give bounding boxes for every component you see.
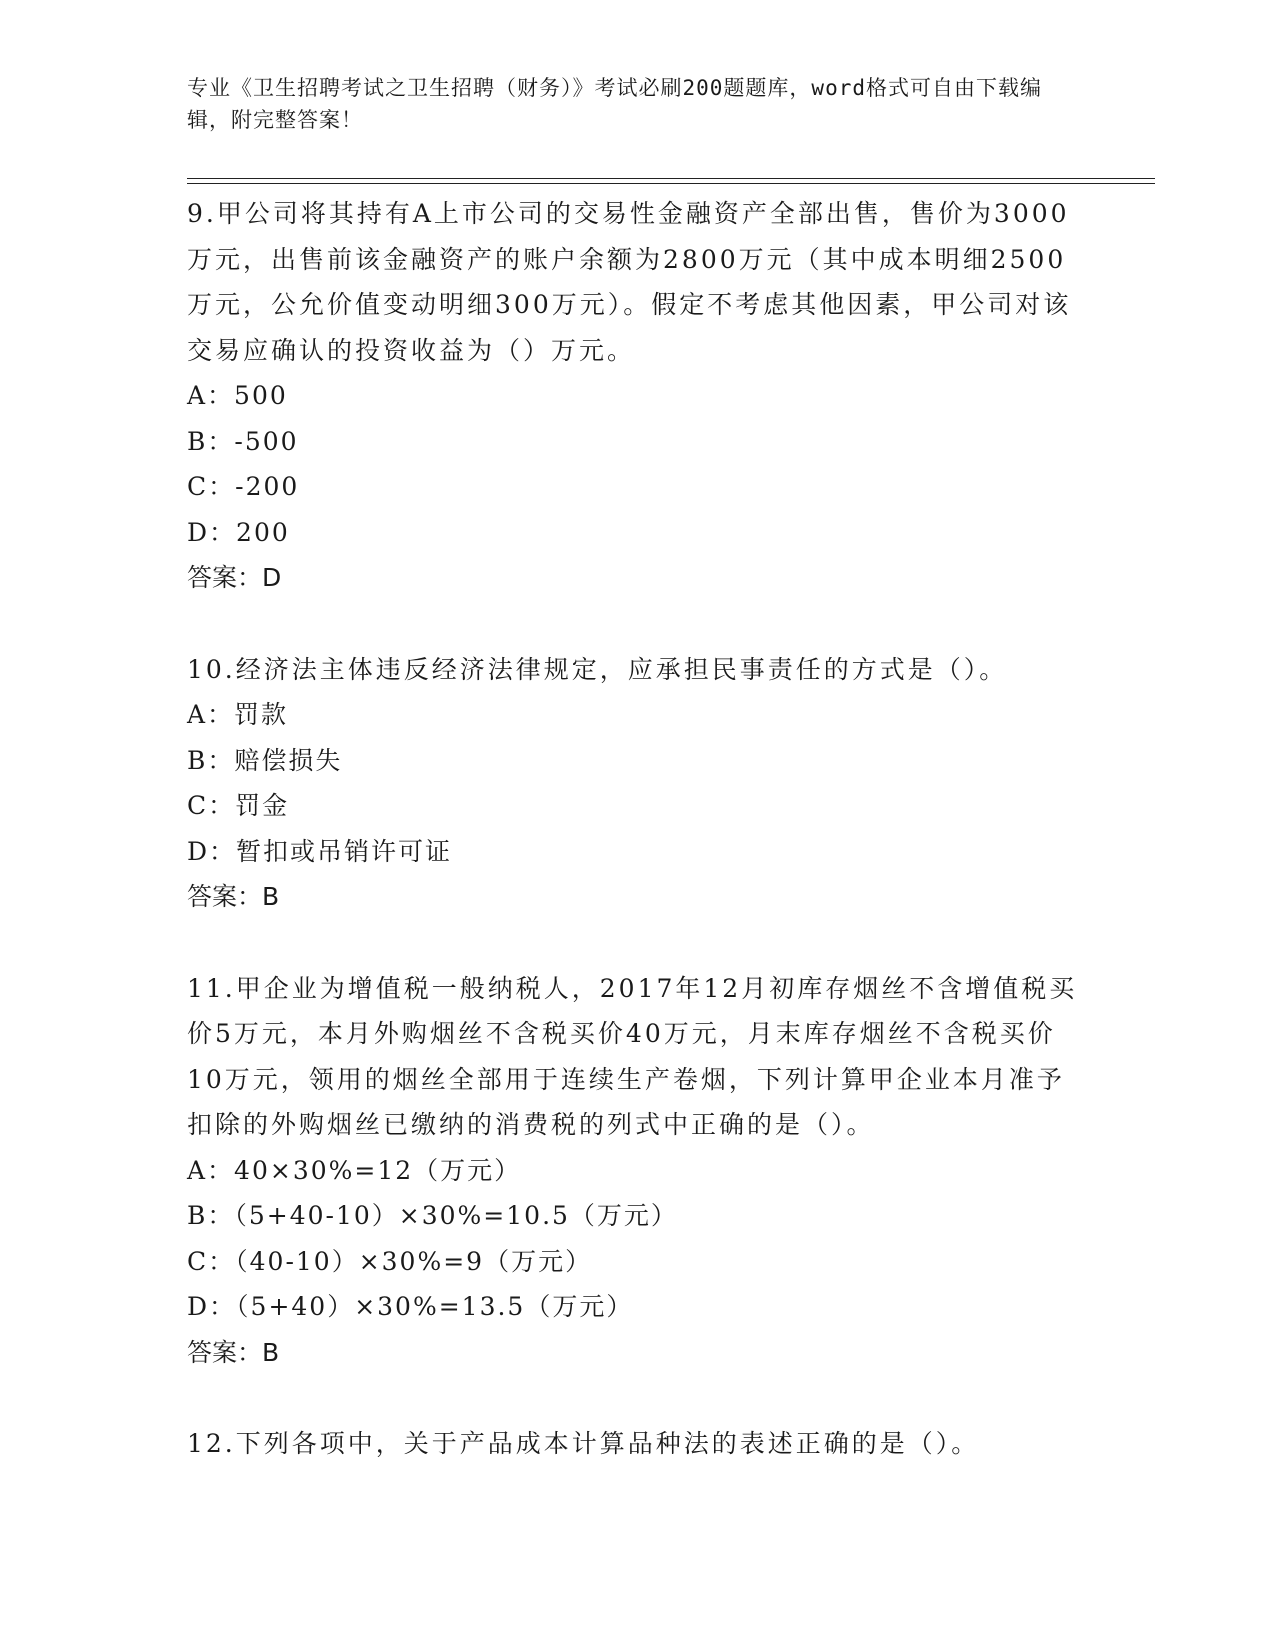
option-b: B：（5+40-10）×30%=10.5（万元） (187, 1201, 678, 1230)
option-d: D：（5+40）×30%=13.5（万元） (187, 1292, 634, 1321)
spacer (187, 920, 1087, 966)
spacer (187, 1375, 1087, 1421)
header-divider-bottom (187, 183, 1155, 184)
answer: 答案：D (187, 563, 282, 592)
option-c: C：-200 (187, 472, 300, 501)
question-list (187, 191, 1087, 1467)
document-header (187, 72, 1067, 136)
option-d: D：200 (187, 517, 290, 547)
spacer (187, 601, 1087, 647)
question-stem: 11.甲企业为增值税一般纳税人，2017年12月初库存烟丝不含增值税买价5万元，本月外购烟丝不含税买价40万元，月末库存烟丝不含税买价10万元，领用的烟丝全部用于连续生产卷烟，下列计算甲企业本月准予扣除的外购烟丝已缴纳的消费税的列式中正确的是（）。 (187, 973, 1078, 1139)
option-b: B：-500 (187, 426, 299, 456)
option-b: B：赔偿损失 (187, 745, 343, 775)
option-c: C：（40-10）×30%=9（万元） (187, 1246, 593, 1276)
answer: 答案：B (187, 882, 280, 911)
header-divider-top (187, 178, 1155, 179)
option-a: A：罚款 (187, 700, 289, 729)
option-c: C：罚金 (187, 791, 290, 820)
question-stem: 12.下列各项中，关于产品成本计算品种法的表述正确的是（）。 (187, 1429, 980, 1458)
answer: 答案：B (187, 1337, 280, 1367)
option-a: A：40×30%=12（万元） (187, 1155, 522, 1185)
option-d: D：暂扣或吊销许可证 (187, 836, 453, 866)
question-11 (187, 966, 1087, 1376)
question-9 (187, 191, 1087, 601)
header-text: 专业《卫生招聘考试之卫生招聘（财务）》考试必刷200题题库，word格式可自由下载编辑，附完整答案！ (187, 76, 1042, 132)
question-stem: 9.甲公司将其持有A上市公司的交易性金融资产全部出售，售价为3000万元，出售前该金融资产的账户余额为2800万元（其中成本明细2500万元，公允价值变动明细300万元）。假定不考虑其他因素，甲公司对该交易应确认的投资收益为（）万元。 (187, 199, 1072, 365)
question-10 (187, 647, 1087, 920)
question-stem: 10.经济法主体违反经济法律规定，应承担民事责任的方式是（）。 (187, 654, 1008, 684)
option-a: A：500 (187, 381, 288, 410)
question-12 (187, 1421, 1087, 1467)
